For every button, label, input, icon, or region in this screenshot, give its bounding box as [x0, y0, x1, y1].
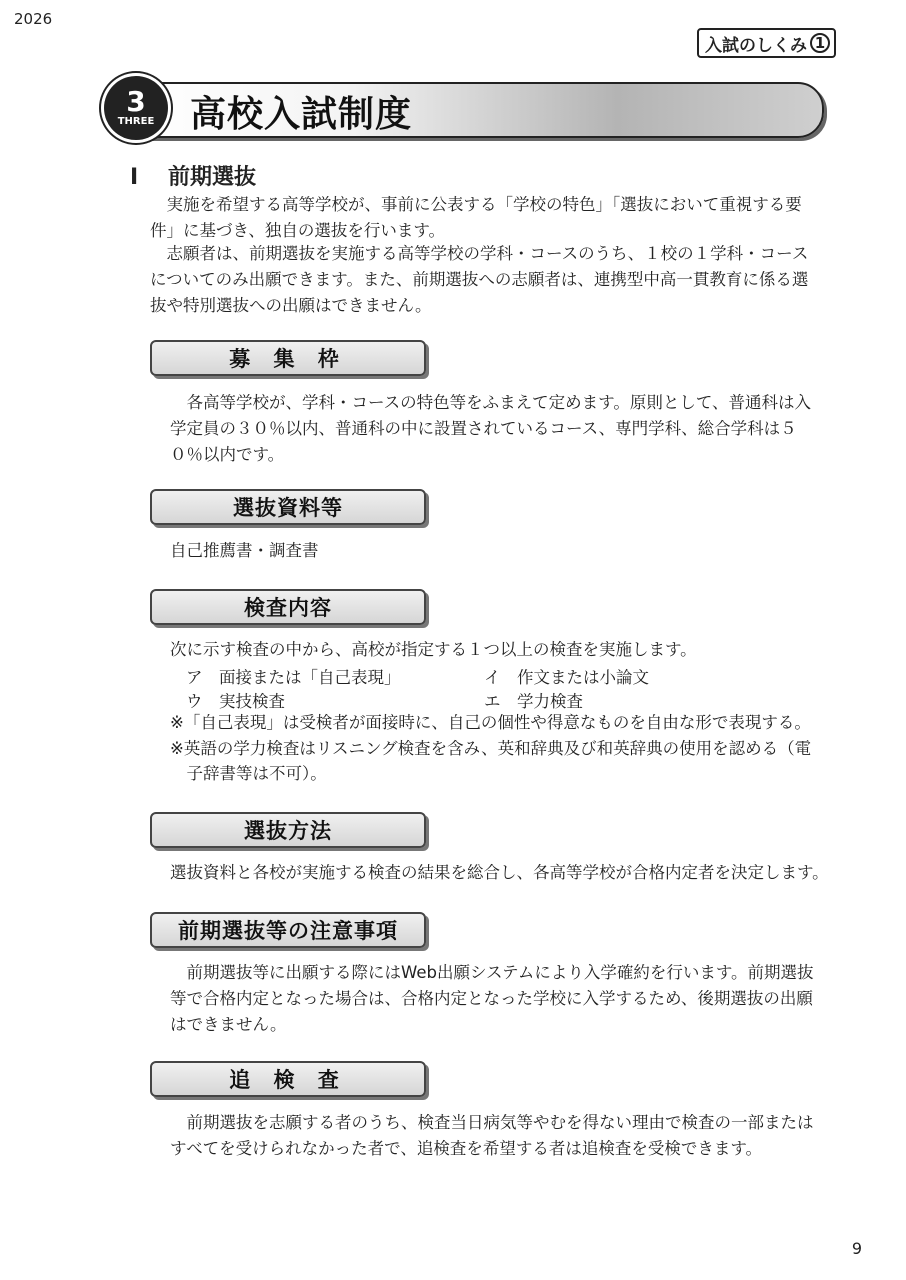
- part-heading: [130, 160, 256, 191]
- part-title: 前期選抜: [168, 165, 257, 190]
- page-number: 9: [851, 1239, 862, 1258]
- cautions-text: 前期選抜等に出願する際にはWeb出願システムにより入学確約を行います。前期選抜等で合格内定となった場合は、合格内定となった学校に入学するため、後期選抜の出願はできません。: [170, 963, 814, 1034]
- exam-item-label: 学力検査: [517, 692, 583, 711]
- materials-text: 自己推薦書・調査書: [170, 541, 319, 560]
- exam-item: [186, 664, 401, 688]
- exam-item-mark: エ: [484, 692, 501, 711]
- exam-item-mark: ア: [186, 668, 203, 687]
- makeup-exam-heading: 追 検 査: [150, 1061, 426, 1097]
- exam-item-label: 作文または小論文: [517, 668, 649, 687]
- materials-heading: 選抜資料等: [150, 489, 426, 525]
- section-number-badge: [104, 76, 168, 140]
- section-number: 3: [126, 85, 146, 118]
- exam-intro: 次に示す検査の中から、高校が指定する１つ以上の検査を実施します。: [170, 640, 697, 659]
- exam-item-mark: イ: [484, 668, 501, 687]
- chapter-label: 入試のしくみ: [705, 35, 807, 56]
- cautions-heading: 前期選抜等の注意事項: [150, 912, 426, 948]
- chapter-number: 1: [810, 33, 830, 53]
- exam-item: [186, 688, 285, 712]
- chapter-tag: [697, 28, 836, 58]
- exam-item-mark: ウ: [186, 692, 203, 711]
- method-heading: 選抜方法: [150, 812, 426, 848]
- capacity-text: 各高等学校が、学科・コースの特色等をふまえて定めます。原則として、普通科は入学定員の３０％以内、普通科の中に設置されているコース、専門学科、総合学科は５０％以内です。: [170, 393, 812, 464]
- section-number-word: THREE: [117, 116, 155, 127]
- exam-heading: 検査内容: [150, 589, 426, 625]
- exam-item-label: 実技検査: [219, 692, 285, 711]
- exam-item: [484, 664, 649, 688]
- exam-note-1: ※「自己表現」は受検者が面接時に、自己の個性や得意なものを自由な形で表現する。: [170, 713, 811, 732]
- part-roman-numeral: Ⅰ: [130, 165, 139, 190]
- intro-paragraph-2: 志願者は、前期選抜を実施する高等学校の学科・コースのうち、１校の１学科・コースについてのみ出願できます。また、前期選抜への志願者は、連携型中高一貫教育に係る選抜や特別選抜への出願はできません。: [150, 244, 809, 315]
- intro-paragraph-1: 実施を希望する高等学校が、事前に公表する「学校の特色」「選抜において重視する要件」に基づき、独自の選抜を行います。: [150, 195, 802, 240]
- capacity-heading: 募 集 枠: [150, 340, 426, 376]
- exam-item: [484, 688, 583, 712]
- makeup-exam-text: 前期選抜を志願する者のうち、検査当日病気等やむを得ない理由で検査の一部またはすべてを受けられなかった者で、追検査を希望する者は追検査を受検できます。: [170, 1113, 814, 1158]
- section-banner: [104, 76, 822, 142]
- method-text: 選抜資料と各校が実施する検査の結果を総合し、各高等学校が合格内定者を決定します。: [170, 863, 829, 882]
- section-title: 高校入試制度: [190, 94, 413, 135]
- exam-note-2: ※英語の学力検査はリスニング検査を含み、英和辞典及び和英辞典の使用を認める（電子辞書等は不可）。: [170, 739, 812, 783]
- exam-item-label: 面接または「自己表現」: [219, 668, 401, 687]
- year-label: 2026: [14, 10, 53, 28]
